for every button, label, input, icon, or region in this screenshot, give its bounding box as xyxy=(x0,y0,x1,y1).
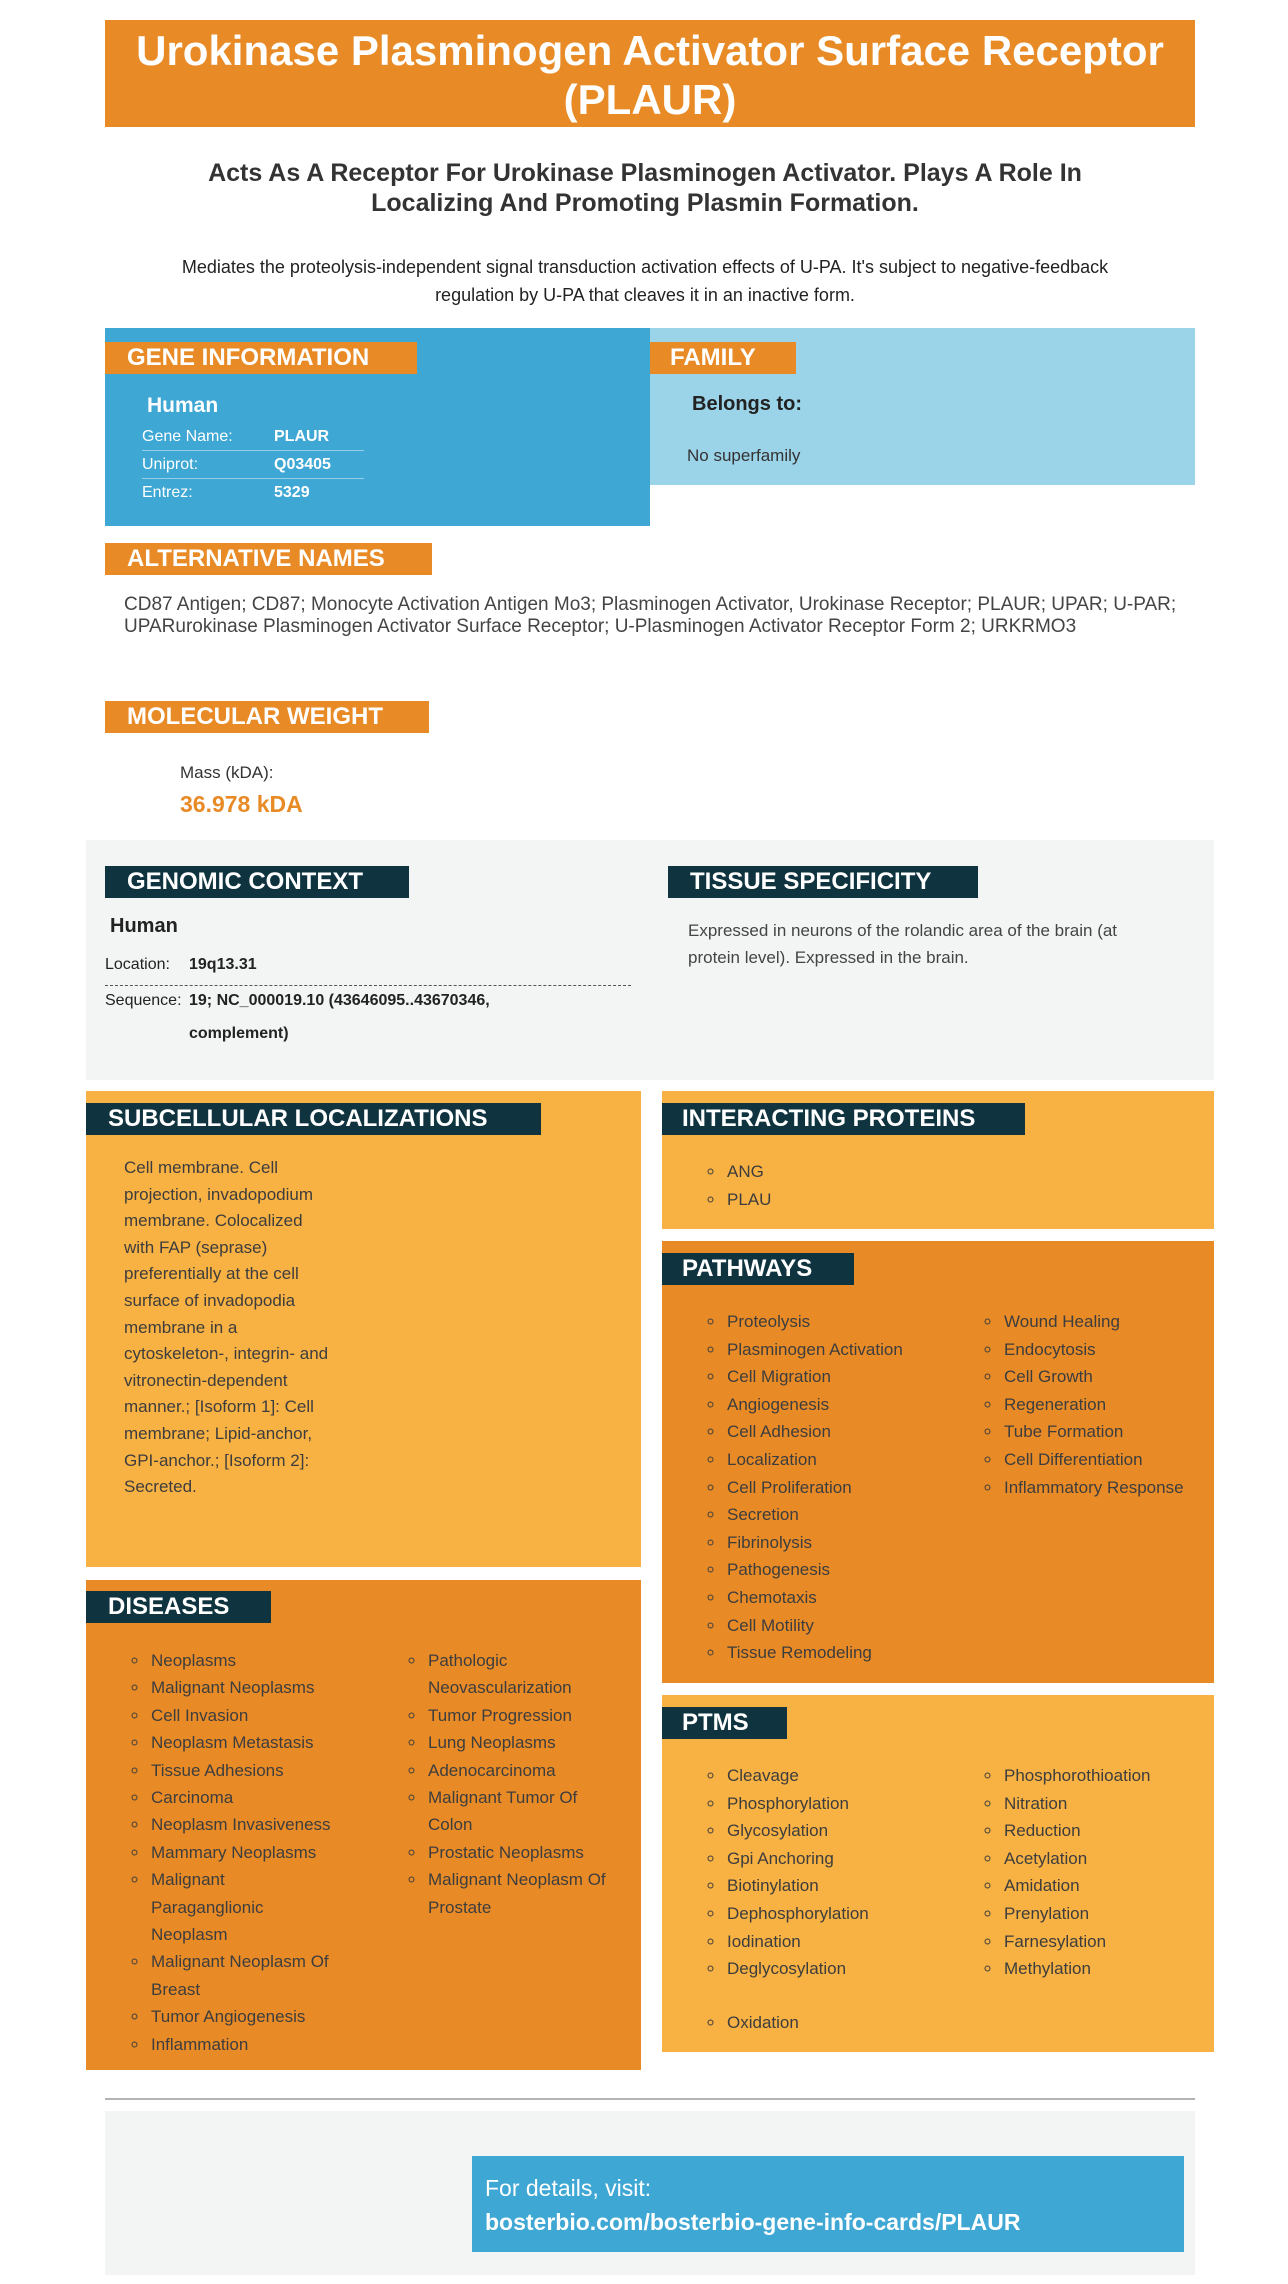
subcellular-header: SUBCELLULAR LOCALIZATIONS xyxy=(86,1103,541,1135)
list-item: ◦ Secretion xyxy=(725,1501,963,1529)
molecular-weight-header: MOLECULAR WEIGHT xyxy=(105,701,429,733)
gene-info-row xyxy=(142,423,364,451)
list-item: ◦ ANG xyxy=(725,1158,903,1186)
list-item: ◦ Cell Adhesion xyxy=(725,1418,963,1446)
entrez-value: 5329 xyxy=(274,484,310,501)
list-item: ◦ Fibrinolysis xyxy=(725,1529,963,1557)
interacting-proteins-header: INTERACTING PROTEINS xyxy=(662,1103,1025,1135)
list-item: ◦ Tissue Adhesions xyxy=(149,1757,347,1784)
list-item: ◦ Lung Neoplasms xyxy=(426,1729,624,1756)
list-item: ◦ Prenylation xyxy=(1002,1900,1210,1928)
uniprot-value: Q03405 xyxy=(274,456,331,473)
list-item: ◦ Iodination xyxy=(725,1928,963,1956)
list-item: ◦ Chemotaxis xyxy=(725,1584,963,1612)
list-item: ◦ Inflammation xyxy=(149,2031,347,2058)
list-item: ◦ Cell Proliferation xyxy=(725,1474,963,1502)
list-item: ◦ Mammary Neoplasms xyxy=(149,1839,347,1866)
location-value: 19q13.31 xyxy=(189,956,257,973)
list-item: ◦ Phosphorylation xyxy=(725,1790,963,1818)
ptms-list-col1 xyxy=(703,1762,963,1983)
list-item: ◦ Pathologic Neovascularization xyxy=(426,1647,586,1702)
list-item: ◦ Plasminogen Activation xyxy=(725,1336,963,1364)
footer-divider xyxy=(105,2098,1195,2100)
family-value: No superfamily xyxy=(687,446,801,465)
list-item: ◦ Acetylation xyxy=(1002,1845,1210,1873)
list-item: ◦ Proteolysis xyxy=(725,1308,963,1336)
ptms-list-col2 xyxy=(980,1762,1210,1983)
list-item: ◦ Phosphorothioation xyxy=(1002,1762,1210,1790)
list-item: ◦ Tumor Angiogenesis xyxy=(149,2003,347,2030)
genomic-location-row xyxy=(105,956,257,974)
details-label: For details, visit: xyxy=(485,2175,652,2201)
pathways-list-col1 xyxy=(703,1308,963,1667)
list-item: ◦ Adenocarcinoma xyxy=(426,1757,624,1784)
list-item: ◦ Neoplasm Invasiveness xyxy=(149,1811,347,1838)
ptms-list-extra xyxy=(703,2009,963,2037)
genomic-context-header: GENOMIC CONTEXT xyxy=(105,866,409,898)
list-item: ◦ Dephosphorylation xyxy=(725,1900,963,1928)
diseases-header: DISEASES xyxy=(86,1591,271,1623)
list-item: ◦ Biotinylation xyxy=(725,1872,963,1900)
list-item: ◦ Malignant Neoplasm Of Breast xyxy=(149,1948,339,2003)
intro-text: Mediates the proteolysis-independent signal transduction activation effects of U-PA. It's subject to negative-feedback regulation by U-PA that cleaves it in an inactive form. xyxy=(181,257,1109,305)
family-belongs-label: Belongs to: xyxy=(692,393,802,415)
list-item: ◦ Regeneration xyxy=(1002,1391,1210,1419)
page-title: Urokinase Plasminogen Activator Surface Receptor (PLAUR) xyxy=(105,20,1195,127)
list-item: ◦ Gpi Anchoring xyxy=(725,1845,963,1873)
list-item: ◦ Angiogenesis xyxy=(725,1391,963,1419)
page-subtitle: Acts As A Receptor For Urokinase Plasminogen Activator. Plays A Role In Localizing And Promoting Plasmin Formation. xyxy=(208,159,1082,217)
list-item: ◦ Neoplasms xyxy=(149,1647,347,1674)
list-item: ◦ Localization xyxy=(725,1446,963,1474)
subcellular-text: Cell membrane. Cell projection, invadopodium membrane. Colocalized with FAP (seprase) preferentially at the cell surface of invadopodia membrane in a cytoskeleton-, integrin- and vitronectin-dependent manner.; [Isoform 1]: Cell membrane; Lipid-anchor, GPI-anchor.; [Isoform 2]: Secreted. xyxy=(124,1158,329,1497)
list-item: ◦ Malignant Tumor Of Colon xyxy=(426,1784,616,1839)
tissue-specificity-text: Expressed in neurons of the rolandic area of the brain (at protein level). Expressed in the brain. xyxy=(688,921,1118,967)
gene-info-table xyxy=(142,423,364,507)
list-item: ◦ Farnesylation xyxy=(1002,1928,1210,1956)
gene-info-row xyxy=(142,451,364,479)
list-item: ◦ PLAU xyxy=(725,1186,903,1214)
list-item: ◦ Inflammatory Response xyxy=(1002,1474,1210,1502)
ptms-header: PTMS xyxy=(662,1707,787,1739)
diseases-list-col1 xyxy=(127,1647,347,2058)
family-section xyxy=(650,328,1195,485)
list-item: ◦ Wound Healing xyxy=(1002,1308,1210,1336)
uniprot-label: Uniprot: xyxy=(142,456,199,473)
list-item: ◦ Oxidation xyxy=(725,2009,963,2037)
list-item: ◦ Deglycosylation xyxy=(725,1955,963,1983)
diseases-list-col2 xyxy=(404,1647,624,1921)
gene-information-header: GENE INFORMATION xyxy=(105,342,417,374)
mass-value: 36.978 kDA xyxy=(180,791,303,817)
list-item: ◦ Cleavage xyxy=(725,1762,963,1790)
list-item: ◦ Methylation xyxy=(1002,1955,1210,1983)
list-item: ◦ Cell Differentiation xyxy=(1002,1446,1210,1474)
list-item: ◦ Prostatic Neoplasms xyxy=(426,1839,624,1866)
list-item: ◦ Cell Motility xyxy=(725,1612,963,1640)
genomic-divider xyxy=(105,985,631,986)
gene-information-section xyxy=(105,328,650,526)
list-item: ◦ Neoplasm Metastasis xyxy=(149,1729,347,1756)
details-link[interactable]: bosterbio.com/bosterbio-gene-info-cards/PLAUR xyxy=(485,2209,1021,2235)
alternative-names-text: CD87 Antigen; CD87; Monocyte Activation Antigen Mo3; Plasminogen Activator, Urokinase Receptor; PLAUR; UPAR; U-PAR; UPARurokinase Plasminogen Activator Surface Receptor; U-Plasminogen Activator Receptor Form 2; URKRMO3 xyxy=(124,594,1177,637)
pathways-header: PATHWAYS xyxy=(662,1253,854,1285)
interacting-proteins-list xyxy=(703,1158,903,1213)
sequence-value-continued: complement) xyxy=(189,1025,289,1042)
list-item: ◦ Tube Formation xyxy=(1002,1418,1210,1446)
genomic-species: Human xyxy=(110,915,178,937)
gene-info-species: Human xyxy=(147,394,219,417)
family-header: FAMILY xyxy=(650,342,796,374)
mass-label: Mass (kDA): xyxy=(180,763,274,782)
alternative-names-header: ALTERNATIVE NAMES xyxy=(105,543,432,575)
list-item: ◦ Tissue Remodeling xyxy=(725,1639,963,1667)
pathways-list-col2 xyxy=(980,1308,1210,1501)
list-item: ◦ Malignant Neoplasm Of Prostate xyxy=(426,1866,636,1921)
location-label: Location: xyxy=(105,956,170,973)
genomic-sequence-row xyxy=(105,992,490,1010)
list-item: ◦ Cell Migration xyxy=(725,1363,963,1391)
list-item: ◦ Reduction xyxy=(1002,1817,1210,1845)
list-item: ◦ Amidation xyxy=(1002,1872,1210,1900)
list-item: ◦ Carcinoma xyxy=(149,1784,347,1811)
tissue-specificity-header: TISSUE SPECIFICITY xyxy=(668,866,978,898)
sequence-label: Sequence: xyxy=(105,992,182,1009)
list-item: ◦ Glycosylation xyxy=(725,1817,963,1845)
list-item: ◦ Nitration xyxy=(1002,1790,1210,1818)
gene-name-value: PLAUR xyxy=(274,428,330,445)
sequence-value: 19; NC_000019.10 (43646095..43670346, xyxy=(189,992,490,1009)
details-link-box[interactable] xyxy=(472,2156,1184,2252)
list-item: ◦ Endocytosis xyxy=(1002,1336,1210,1364)
list-item: ◦ Pathogenesis xyxy=(725,1556,963,1584)
list-item: ◦ Malignant Paraganglionic Neoplasm xyxy=(149,1866,299,1948)
list-item: ◦ Tumor Progression xyxy=(426,1702,624,1729)
gene-info-row xyxy=(142,479,364,507)
gene-name-label: Gene Name: xyxy=(142,428,233,445)
list-item: ◦ Cell Invasion xyxy=(149,1702,347,1729)
list-item: ◦ Cell Growth xyxy=(1002,1363,1210,1391)
entrez-label: Entrez: xyxy=(142,484,193,501)
list-item: ◦ Malignant Neoplasms xyxy=(149,1674,347,1701)
